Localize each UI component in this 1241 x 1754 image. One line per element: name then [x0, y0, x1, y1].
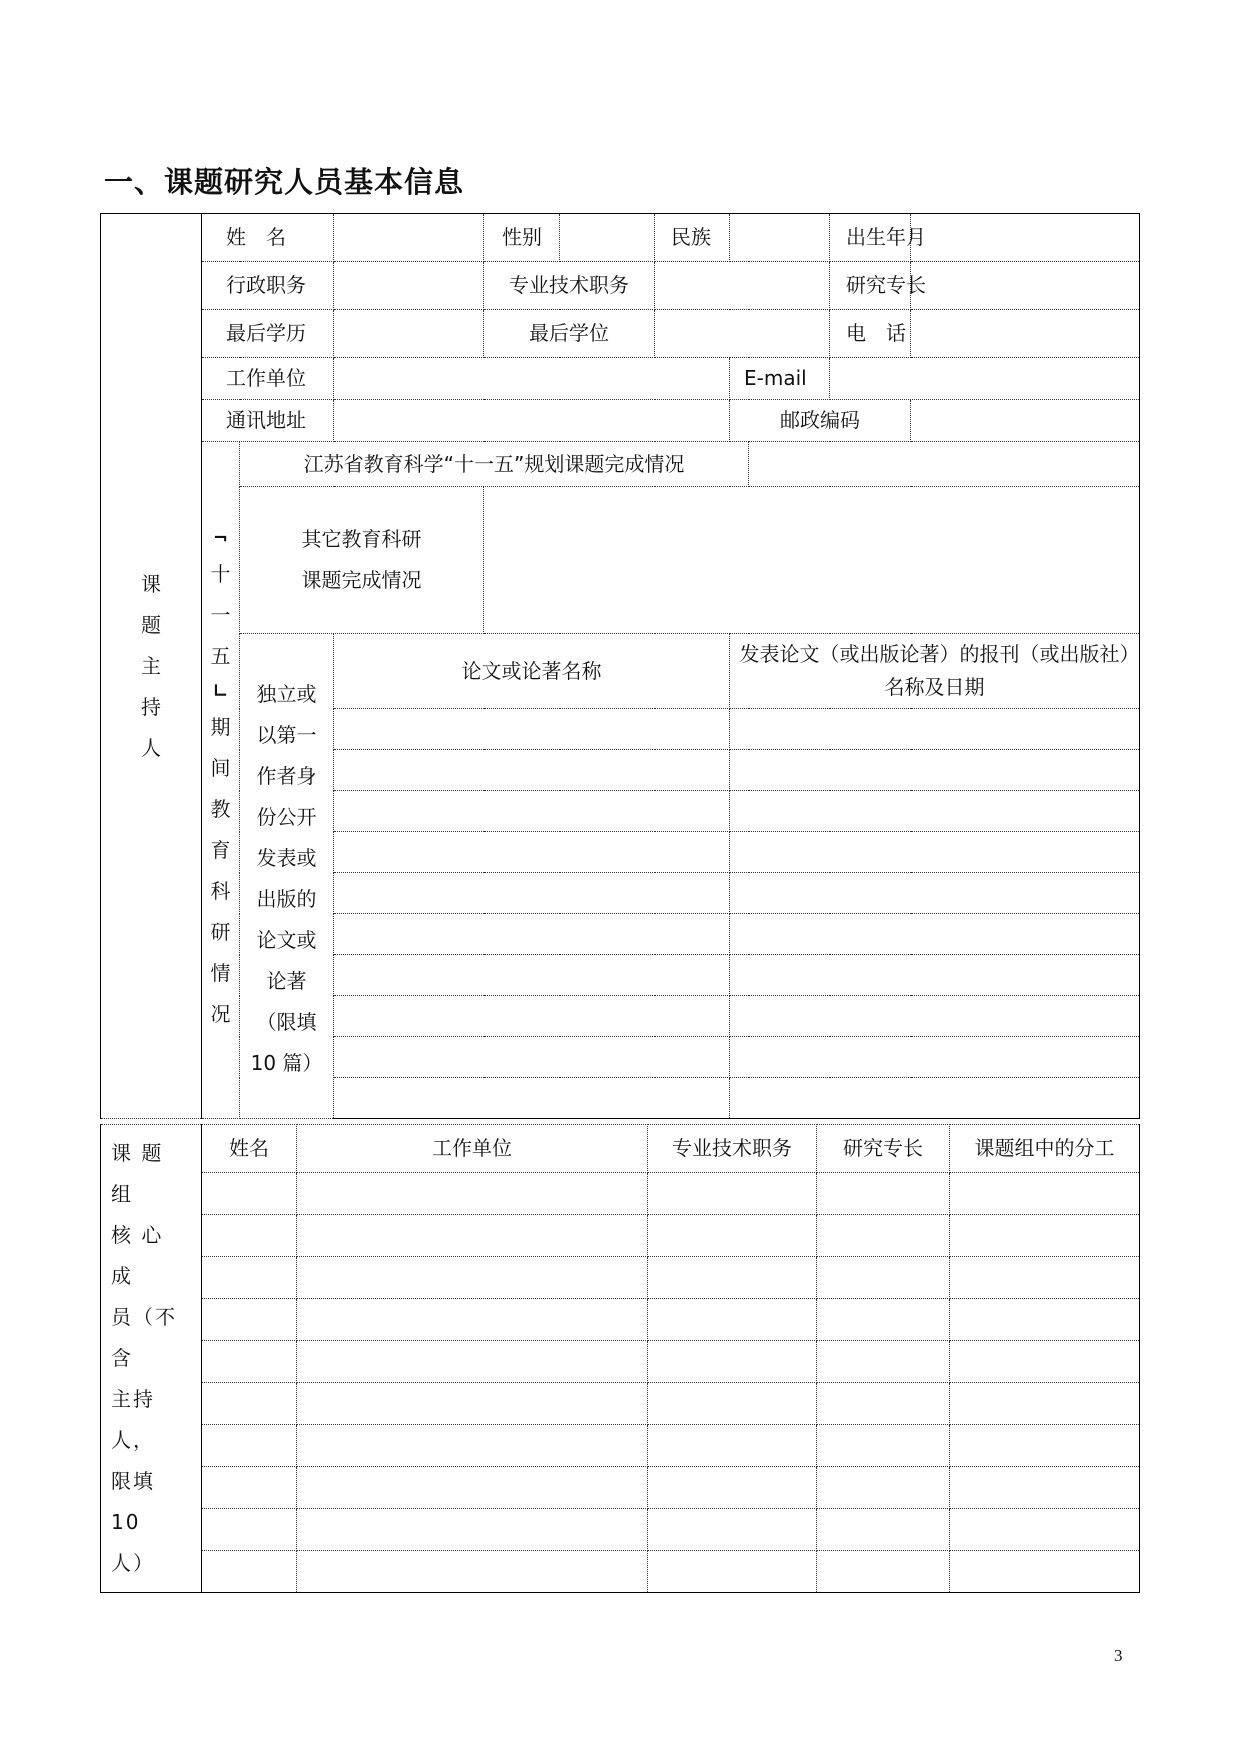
member-specialty-cell[interactable]	[817, 1341, 950, 1383]
birth-label: 出生年月	[830, 214, 911, 262]
member-name-cell[interactable]	[202, 1257, 297, 1299]
page-number: 3	[1114, 1646, 1123, 1665]
member-name-cell[interactable]	[202, 1551, 297, 1593]
member-specialty-cell[interactable]	[817, 1467, 950, 1509]
education-input[interactable]	[334, 310, 484, 358]
member-workplace-cell[interactable]	[297, 1467, 648, 1509]
member-role-cell[interactable]	[950, 1467, 1140, 1509]
member-role-cell[interactable]	[950, 1299, 1140, 1341]
members-table	[100, 1124, 1140, 1593]
gender-input[interactable]	[560, 214, 655, 262]
member-name-cell[interactable]	[202, 1299, 297, 1341]
member-specialty-cell[interactable]	[817, 1383, 950, 1425]
member-workplace-cell[interactable]	[297, 1425, 648, 1467]
member-workplace-cell[interactable]	[297, 1509, 648, 1551]
publisher-cell[interactable]	[730, 791, 1140, 832]
other-projects-label: 其它教育科研 课题完成情况	[240, 487, 484, 634]
paper-name-cell[interactable]	[334, 709, 730, 750]
member-workplace-cell[interactable]	[297, 1341, 648, 1383]
paper-name-cell[interactable]	[334, 1078, 730, 1119]
member-name-cell[interactable]	[202, 1425, 297, 1467]
member-role-cell[interactable]	[950, 1383, 1140, 1425]
member-prof-title-cell[interactable]	[648, 1299, 817, 1341]
workplace-label: 工作单位	[202, 358, 334, 400]
member-role-cell[interactable]	[950, 1341, 1140, 1383]
email-input[interactable]	[830, 358, 1140, 400]
workplace-input[interactable]	[334, 358, 730, 400]
host-side-label: 课 题 主 持 人	[101, 214, 202, 1119]
ethnicity-input[interactable]	[730, 214, 830, 262]
paper-name-header: 论文或论著名称	[334, 634, 730, 709]
paper-name-cell[interactable]	[334, 914, 730, 955]
member-prof-title-cell[interactable]	[648, 1467, 817, 1509]
member-specialty-cell[interactable]	[817, 1173, 950, 1215]
member-name-cell[interactable]	[202, 1467, 297, 1509]
member-role-cell[interactable]	[950, 1215, 1140, 1257]
publisher-cell[interactable]	[730, 955, 1140, 996]
paper-name-cell[interactable]	[334, 996, 730, 1037]
member-specialty-cell[interactable]	[817, 1425, 950, 1467]
member-workplace-cell[interactable]	[297, 1299, 648, 1341]
member-workplace-cell[interactable]	[297, 1551, 648, 1593]
admin-title-input[interactable]	[334, 262, 484, 310]
address-label: 通讯地址	[202, 400, 334, 442]
gender-label: 性别	[484, 214, 560, 262]
member-role-header: 课题组中的分工	[950, 1125, 1140, 1173]
specialty-label: 研究专长	[830, 262, 911, 310]
paper-name-cell[interactable]	[334, 873, 730, 914]
member-prof-title-cell[interactable]	[648, 1173, 817, 1215]
member-prof-title-cell[interactable]	[648, 1509, 817, 1551]
papers-side-label: 独立或 以第一 作者身 份公开 发表或 出版的 论文或 论著 （限填 10 篇）	[240, 634, 334, 1119]
host-info-table	[100, 213, 1140, 1119]
member-specialty-cell[interactable]	[817, 1551, 950, 1593]
email-label: E-mail	[730, 358, 830, 400]
member-prof-title-cell[interactable]	[648, 1425, 817, 1467]
admin-title-label: 行政职务	[202, 262, 334, 310]
paper-name-cell[interactable]	[334, 832, 730, 873]
member-prof-title-cell[interactable]	[648, 1341, 817, 1383]
phone-input[interactable]	[911, 310, 1140, 358]
member-prof-title-cell[interactable]	[648, 1551, 817, 1593]
birth-input[interactable]	[911, 214, 1140, 262]
provincial-projects-input[interactable]	[749, 442, 1140, 487]
member-specialty-cell[interactable]	[817, 1509, 950, 1551]
member-specialty-cell[interactable]	[817, 1299, 950, 1341]
member-workplace-cell[interactable]	[297, 1383, 648, 1425]
member-specialty-cell[interactable]	[817, 1215, 950, 1257]
member-name-cell[interactable]	[202, 1341, 297, 1383]
member-role-cell[interactable]	[950, 1551, 1140, 1593]
member-name-cell[interactable]	[202, 1383, 297, 1425]
phone-label: 电 话	[830, 310, 911, 358]
publisher-cell[interactable]	[730, 914, 1140, 955]
bracket-open-mark: ¬	[212, 528, 229, 549]
publisher-cell[interactable]	[730, 873, 1140, 914]
member-name-cell[interactable]	[202, 1173, 297, 1215]
members-side-label: 课 题 组 核 心 成 员（不含 主持人， 限填 10 人）	[101, 1125, 202, 1593]
publisher-cell[interactable]	[730, 709, 1140, 750]
member-workplace-cell[interactable]	[297, 1257, 648, 1299]
degree-label: 最后学位	[484, 310, 655, 358]
member-prof-title-cell[interactable]	[648, 1257, 817, 1299]
provincial-projects-label: 江苏省教育科学“十一五”规划课题完成情况	[240, 442, 749, 487]
member-name-cell[interactable]	[202, 1215, 297, 1257]
paper-name-cell[interactable]	[334, 750, 730, 791]
member-role-cell[interactable]	[950, 1425, 1140, 1467]
postcode-label: 邮政编码	[730, 400, 911, 442]
specialty-input[interactable]	[911, 262, 1140, 310]
address-input[interactable]	[334, 400, 730, 442]
publisher-cell[interactable]	[730, 832, 1140, 873]
paper-name-cell[interactable]	[334, 791, 730, 832]
education-label: 最后学历	[202, 310, 334, 358]
name-input[interactable]	[334, 214, 484, 262]
bracket-close-mark: ∟	[212, 681, 229, 702]
member-role-cell[interactable]	[950, 1257, 1140, 1299]
member-name-cell[interactable]	[202, 1509, 297, 1551]
publisher-cell[interactable]	[730, 996, 1140, 1037]
member-prof-title-header: 专业技术职务	[648, 1125, 817, 1173]
member-role-cell[interactable]	[950, 1509, 1140, 1551]
member-prof-title-cell[interactable]	[648, 1215, 817, 1257]
ethnicity-label: 民族	[655, 214, 730, 262]
paper-name-cell[interactable]	[334, 955, 730, 996]
prof-title-label: 专业技术职务	[484, 262, 655, 310]
member-specialty-header: 研究专长	[817, 1125, 950, 1173]
member-workplace-cell[interactable]	[297, 1215, 648, 1257]
name-label: 姓 名	[202, 214, 334, 262]
publisher-cell[interactable]	[730, 1037, 1140, 1078]
period-side-label: ¬ 十 一 五 ∟ 期 间 教 育 科 研 情 况	[202, 442, 240, 1119]
member-prof-title-cell[interactable]	[648, 1383, 817, 1425]
member-role-cell[interactable]	[950, 1173, 1140, 1215]
member-workplace-header: 工作单位	[297, 1125, 648, 1173]
paper-name-cell[interactable]	[334, 1037, 730, 1078]
other-projects-input[interactable]	[484, 487, 1140, 634]
member-workplace-cell[interactable]	[297, 1173, 648, 1215]
section-title: 一、课题研究人员基本信息	[104, 165, 465, 199]
publisher-header: 发表论文（或出版论著）的报刊（或出版社）名称及日期	[730, 634, 1140, 709]
member-specialty-cell[interactable]	[817, 1257, 950, 1299]
member-name-header: 姓名	[202, 1125, 297, 1173]
publisher-cell[interactable]	[730, 750, 1140, 791]
postcode-input[interactable]	[911, 400, 1140, 442]
prof-title-input[interactable]	[655, 262, 830, 310]
degree-input[interactable]	[655, 310, 830, 358]
publisher-cell[interactable]	[730, 1078, 1140, 1119]
